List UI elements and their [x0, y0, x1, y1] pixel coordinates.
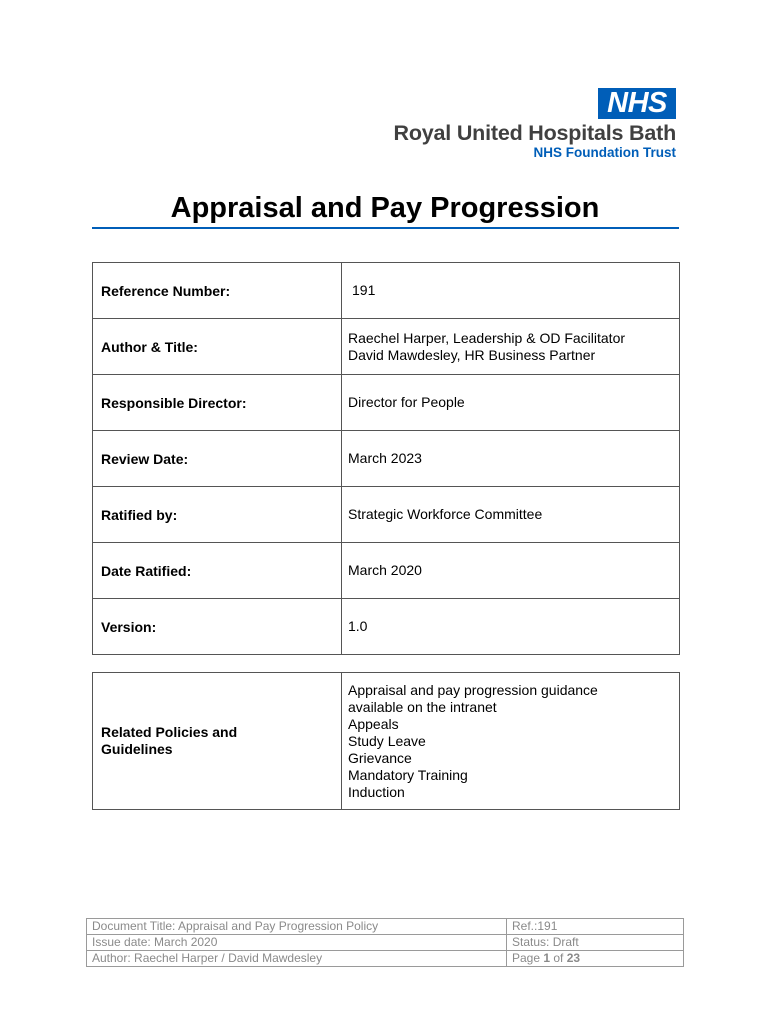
org-trust: NHS Foundation Trust [533, 145, 676, 160]
table-row [93, 431, 680, 487]
footer-doc-title: Document Title: Appraisal and Pay Progression Policy [87, 919, 507, 935]
row-label: Ratified by: [93, 487, 342, 543]
list-item: Grievance [348, 749, 412, 766]
row-value: 1.0 [342, 599, 680, 655]
footer-author: Author: Raechel Harper / David Mawdesley [87, 951, 507, 967]
list-item: Appraisal and pay progression guidance [348, 681, 598, 698]
related-label: Related Policies and Guidelines [93, 673, 342, 810]
row-value: Director for People [342, 375, 680, 431]
related-policies-table [92, 672, 680, 810]
document-title: Appraisal and Pay Progression [170, 192, 600, 224]
row-label: Review Date: [93, 431, 342, 487]
table-row [93, 319, 680, 375]
row-label: Author & Title: [93, 319, 342, 375]
nhs-logo: NHS [598, 88, 676, 119]
info-table [92, 262, 680, 655]
page-footer [86, 918, 684, 967]
footer-issue-date: Issue date: March 2020 [87, 935, 507, 951]
related-list [342, 673, 680, 810]
list-item: Mandatory Training [348, 766, 468, 783]
list-item: available on the intranet [348, 698, 497, 715]
list-item: Induction [348, 783, 405, 800]
row-label: Date Ratified: [93, 543, 342, 599]
row-value: March 2020 [342, 543, 680, 599]
org-name: Royal United Hospitals Bath [393, 121, 676, 145]
row-value: 191 [342, 263, 680, 319]
footer-ref: Ref.:191 [507, 919, 684, 935]
row-value: March 2023 [342, 431, 680, 487]
row-value: Strategic Workforce Committee [342, 487, 680, 543]
row-label: Version: [93, 599, 342, 655]
table-row [93, 599, 680, 655]
table-row [93, 487, 680, 543]
title-underline [92, 227, 679, 229]
footer-status: Status: Draft [507, 935, 684, 951]
table-row [93, 375, 680, 431]
table-row [93, 543, 680, 599]
row-label: Responsible Director: [93, 375, 342, 431]
table-row [93, 263, 680, 319]
list-item: Study Leave [348, 732, 426, 749]
row-value: Raechel Harper, Leadership & OD Facilitator David Mawdesley, HR Business Partner [342, 319, 680, 375]
table-row [93, 673, 680, 810]
row-label: Reference Number: [93, 263, 342, 319]
list-item: Appeals [348, 715, 399, 732]
footer-page-number: Page 1 of 23 [507, 951, 684, 967]
